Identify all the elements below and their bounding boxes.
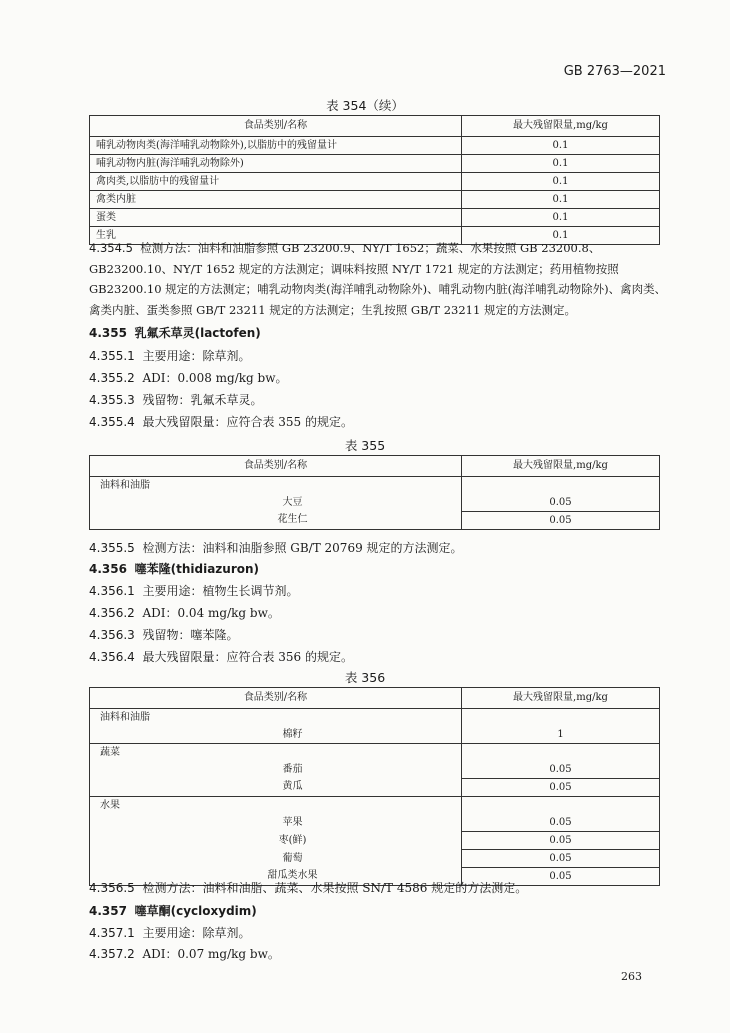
table-354 — [89, 115, 660, 245]
section-4-355-5: 4.355.5 检测方法：油料和油脂参照 GB/T 20769 规定的方法测定。 — [89, 541, 463, 555]
table-row: 生乳 0.1 — [90, 227, 660, 245]
standard-header: GB 2763—2021 — [563, 64, 666, 79]
section-4-355-2: 4.355.2 ADI：0.008 mg/kg bw。 — [89, 371, 288, 385]
table-row: 蛋类 0.1 — [90, 209, 660, 227]
table-row: 油料和油脂 — [90, 709, 660, 727]
section-4-356-heading: 4.356 噻苯隆(thidiazuron) — [89, 562, 260, 576]
section-4-356-3: 4.356.3 残留物：噻苯隆。 — [89, 628, 239, 642]
table-row: 花生仁 0.05 — [90, 512, 660, 530]
table-row: 哺乳动物肉类(海洋哺乳动物除外),以脂肪中的残留量计 0.1 — [90, 137, 660, 155]
table-356-col1: 食品类别/名称 — [90, 688, 462, 709]
table-row: 禽肉类,以脂肪中的残留量计 0.1 — [90, 173, 660, 191]
section-4-355-1: 4.355.1 主要用途：除草剂。 — [89, 349, 251, 363]
table-row: 甜瓜类水果 0.05 — [90, 868, 660, 886]
section-4-354-5: 4.354.5 检测方法：油料和油脂参照 GB 23200.9、NY/T 1652；蔬菜、水果按照 GB 23200.8、GB23200.10、NY/T 1652 规定的方法测定；调味料按照 NY/T 1721 规定的方法测定；药用植物按照 GB23200.10 规定的方法测定；哺乳动物肉类(海洋哺乳动物除外)、哺乳动物内脏(海洋哺乳动物除外)、禽肉类、禽类内脏、蛋类参照 GB/T 23211 规定的方法测定；生乳按照 GB/T 23211 规定的方法测定。 — [89, 241, 667, 317]
table-row: 苹果 0.05 — [90, 814, 660, 832]
table-355-caption: 表 355 — [344, 438, 386, 453]
table-row: 水果 — [90, 797, 660, 815]
table-row: 大豆 0.05 — [90, 494, 660, 512]
table-354-col2: 最大残留限量,mg/kg — [462, 116, 660, 137]
table-356-caption: 表 356 — [344, 670, 386, 685]
section-4-357-1: 4.357.1 主要用途：除草剂。 — [89, 926, 251, 940]
section-4-357-2: 4.357.2 ADI：0.07 mg/kg bw。 — [89, 947, 280, 961]
table-355-col1: 食品类别/名称 — [90, 456, 462, 477]
table-356 — [89, 687, 660, 886]
table-row: 棉籽 1 — [90, 726, 660, 744]
section-4-355-4: 4.355.4 最大残留限量：应符合表 355 的规定。 — [89, 415, 353, 429]
section-4-356-5: 4.356.5 检测方法：油料和油脂、蔬菜、水果按照 SN/T 4586 规定的方法测定。 — [89, 881, 528, 895]
section-4-356-2: 4.356.2 ADI：0.04 mg/kg bw。 — [89, 606, 280, 620]
table-row: 蔬菜 — [90, 744, 660, 762]
table-row: 黄瓜 0.05 — [90, 779, 660, 797]
table-355 — [89, 455, 660, 530]
page-number: 263 — [621, 970, 642, 983]
table-355-col2: 最大残留限量,mg/kg — [462, 456, 660, 477]
table-row: 葡萄 0.05 — [90, 850, 660, 868]
table-row: 哺乳动物内脏(海洋哺乳动物除外) 0.1 — [90, 155, 660, 173]
table-row: 枣(鲜) 0.05 — [90, 832, 660, 850]
section-4-356-4: 4.356.4 最大残留限量：应符合表 356 的规定。 — [89, 650, 353, 664]
table-row: 油料和油脂 — [90, 477, 660, 495]
table-row: 禽类内脏 0.1 — [90, 191, 660, 209]
table-354-caption: 表 354（续） — [326, 98, 404, 113]
table-354-col1: 食品类别/名称 — [90, 116, 462, 137]
table-356-col2: 最大残留限量,mg/kg — [462, 688, 660, 709]
table-row: 番茄 0.05 — [90, 761, 660, 779]
section-4-355-heading: 4.355 乳氟禾草灵(lactofen) — [89, 326, 261, 340]
section-4-356-1: 4.356.1 主要用途：植物生长调节剂。 — [89, 584, 299, 598]
section-4-355-3: 4.355.3 残留物：乳氟禾草灵。 — [89, 393, 263, 407]
section-4-357-heading: 4.357 噻草酮(cycloxydim) — [89, 904, 257, 918]
